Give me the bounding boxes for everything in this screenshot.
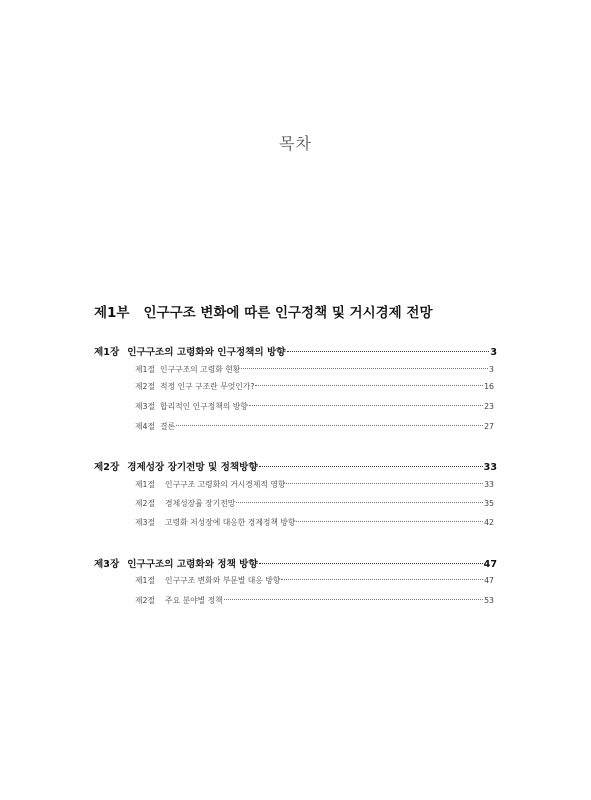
section-number: 제1절: [135, 480, 156, 489]
toc-section[interactable]: [0, 421, 591, 432]
dot-leader: [236, 502, 483, 503]
section-title: 경제성장률 장기전망: [165, 499, 236, 508]
chapter-title: 인구구조의 고령화와 정책 방향: [127, 559, 258, 570]
section-title: 고령화 저성장에 대응한 경제정책 방향: [165, 518, 296, 527]
chapter-title: 인구구조의 고령화와 인구정책의 방향: [127, 347, 286, 358]
section-number: 제3절: [135, 402, 156, 411]
chapter-page: 33: [483, 462, 497, 473]
section-page: 23: [484, 402, 494, 411]
dot-leader: [249, 405, 483, 406]
section-page: 16: [484, 382, 494, 391]
toc-chapter-2[interactable]: [0, 459, 591, 473]
toc-section[interactable]: [0, 575, 591, 586]
section-title: 인구구조의 고령화 현황: [160, 365, 241, 374]
section-page: 33: [484, 480, 494, 489]
dot-leader: [286, 483, 483, 484]
chapter-page: 3: [490, 347, 497, 358]
dot-leader: [255, 385, 483, 386]
section-title: 합리적인 인구정책의 방향: [160, 402, 248, 411]
toc-section[interactable]: [0, 364, 591, 375]
section-page: 47: [484, 576, 494, 585]
section-number: 제2절: [135, 499, 156, 508]
section-title: 주요 분야별 정책: [165, 596, 223, 605]
section-title: 결론: [160, 422, 176, 431]
toc-chapter-3[interactable]: [0, 556, 591, 570]
section-title: 인구구조 고령화의 거시경제적 영향: [165, 480, 286, 489]
chapter-title: 경제성장 장기전망 및 정책방향: [127, 462, 258, 473]
toc-section[interactable]: [0, 517, 591, 528]
toc-chapter-1[interactable]: [0, 344, 591, 358]
dot-leader: [224, 599, 483, 600]
toc-section[interactable]: [0, 595, 591, 606]
section-title: 적정 인구 구조란 무엇인가?: [160, 382, 255, 391]
section-page: 53: [484, 596, 494, 605]
section-page: 27: [484, 422, 494, 431]
section-title: 인구구조 변화와 부문별 대응 방향: [165, 576, 281, 585]
dot-leader: [281, 579, 483, 580]
chapter-number: 제1장: [94, 347, 120, 358]
section-number: 제2절: [135, 382, 156, 391]
part-heading: [94, 301, 433, 321]
section-number: 제2절: [135, 596, 156, 605]
section-page: 35: [484, 499, 494, 508]
toc-title: 목차: [279, 134, 312, 153]
section-page: 3: [489, 365, 494, 374]
toc-section[interactable]: [0, 479, 591, 490]
chapter-number: 제3장: [94, 559, 120, 570]
section-number: 제1절: [135, 576, 156, 585]
toc-section[interactable]: [0, 401, 591, 412]
section-number: 제3절: [135, 518, 156, 527]
dot-leader: [287, 351, 490, 352]
section-page: 42: [484, 518, 494, 527]
dot-leader: [259, 466, 483, 467]
dot-leader: [259, 563, 483, 564]
dot-leader: [176, 425, 483, 426]
chapter-page: 47: [483, 559, 497, 570]
toc-section[interactable]: [0, 381, 591, 392]
toc-section[interactable]: [0, 498, 591, 509]
section-number: 제1절: [135, 365, 156, 374]
dot-leader: [241, 368, 488, 369]
part-title: 인구구조 변화에 따른 인구정책 및 거시경제 전망: [143, 305, 433, 321]
chapter-number: 제2장: [94, 462, 120, 473]
section-number: 제4절: [135, 422, 156, 431]
dot-leader: [296, 521, 483, 522]
part-number: 제1부: [94, 305, 130, 321]
